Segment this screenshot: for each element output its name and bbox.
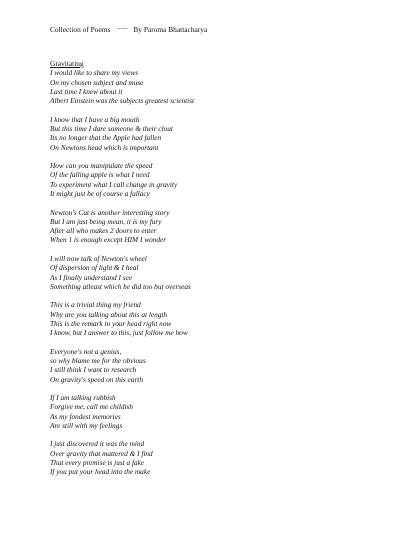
- poem-line: If I am talking rubbish: [50, 393, 116, 403]
- poem-line: Forgive me, call me childish: [50, 402, 134, 412]
- poem-line: I will now talk of Newton's wheel: [50, 253, 147, 263]
- page-header: [50, 25, 207, 35]
- poem-line: How can you manipulate the speed: [50, 161, 153, 171]
- stanza-7: [50, 347, 390, 384]
- poem-line: Are still with my feelings: [50, 420, 123, 430]
- poem-line: so why blame me for the obvious: [50, 355, 146, 365]
- poem-line: Something atleast which he did too but overseas: [50, 281, 191, 291]
- header-separator: ------: [117, 27, 128, 33]
- stanza-1: [50, 68, 390, 105]
- poem-line: Albert Einstein was the subjects greatest scientist: [50, 96, 195, 106]
- poem-line: I would like to share my views: [50, 68, 139, 78]
- stanza-5: [50, 254, 390, 291]
- poem-title: Gravitating: [50, 59, 84, 68]
- poem-line: Last time I knew about it: [50, 87, 123, 96]
- poem-line: On Newtons head which is important: [50, 142, 159, 152]
- poem-line: On my chosen subject and muse: [50, 77, 144, 87]
- stanza-6: [50, 300, 390, 337]
- collection-title: Collection of Poems: [50, 25, 111, 34]
- stanza-4: [50, 208, 390, 245]
- poem-line: Its no longer that the Apple had fallen: [50, 133, 162, 143]
- poem-line: After all who makes 2 doors to enter: [50, 226, 157, 236]
- poem-line: This is the remark in your head right now: [50, 318, 172, 328]
- poem-line: Over gravity that mattered & I find: [50, 448, 153, 458]
- poem-line: I still think I want to research: [50, 365, 137, 375]
- poem-line: I know, but I answer to this, just follow me how: [50, 328, 188, 338]
- poem-line: But this time I dare someone & their clout: [50, 124, 173, 134]
- poem-line: If you put your head into the make: [50, 467, 151, 477]
- poem-line: This is a trivial thing my friend: [50, 300, 141, 310]
- poem-line: But I am just being mean, it is my fury: [50, 216, 162, 226]
- poem-line: On gravity's speed on this earth: [50, 374, 143, 384]
- poem-line: As my fondest memories: [50, 411, 121, 421]
- poem-line: That every premise is just a fake: [50, 458, 145, 467]
- poem-line: When 1 is enough except HIM I wonder: [50, 235, 167, 245]
- poem-line: It might just be of course a fallacy: [50, 189, 150, 199]
- poem-line: I just discovered it was the mind: [50, 439, 145, 449]
- poem-line: Why are you talking about this at length: [50, 309, 168, 319]
- stanza-3: [50, 161, 390, 198]
- poem-line: I know that I have a big mouth: [50, 114, 140, 124]
- poem-line: Newton's Cat is another interesting story: [50, 207, 170, 217]
- stanza-9: [50, 439, 390, 476]
- poem-body: [50, 59, 390, 486]
- poem-line: To experiment what I call change in gravity: [50, 179, 178, 189]
- poem-line: As I finally understand I see: [50, 272, 133, 282]
- poem-line: Everyone's not a genius,: [50, 346, 122, 356]
- stanza-8: [50, 393, 390, 430]
- poem-line: Of the falling apple is what I need: [50, 170, 150, 180]
- stanza-2: [50, 115, 390, 152]
- author-name: By Paroma Bhattacharya: [133, 25, 208, 34]
- poem-line: Of dispersion of light & I heal: [50, 263, 139, 273]
